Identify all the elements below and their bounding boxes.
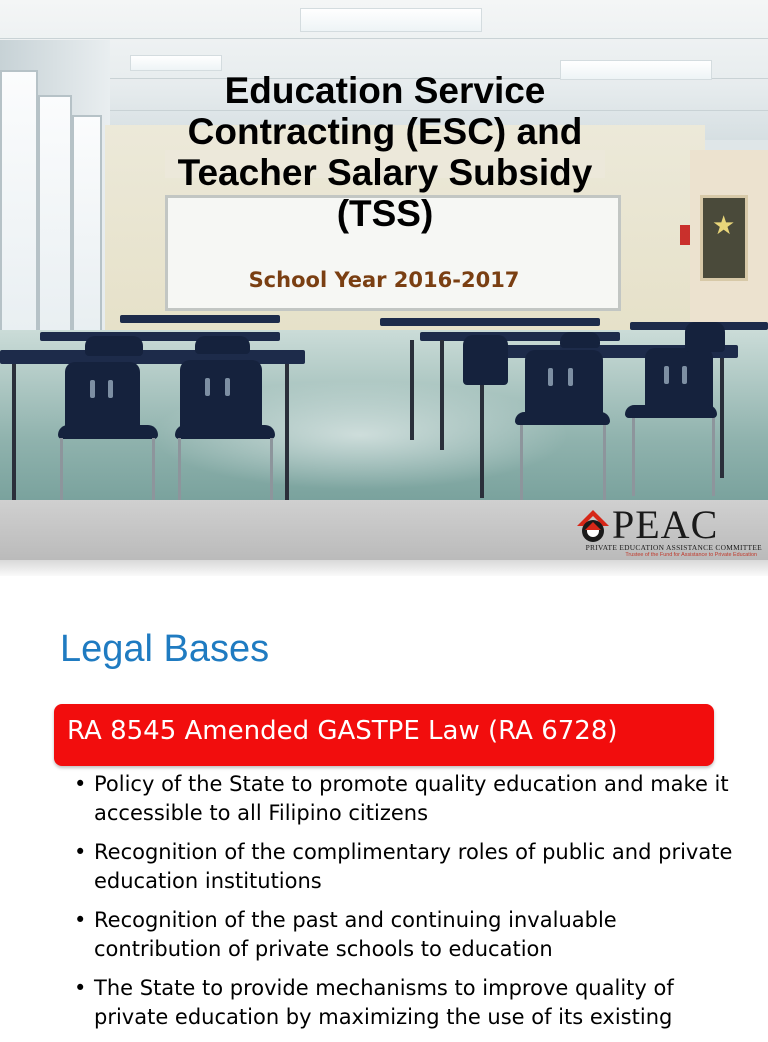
slide-subtitle: School Year 2016-2017	[248, 268, 520, 292]
bullet-item: • The State to provide mechanisms to improve quality of private education by maximizing the use of its existing	[74, 974, 734, 1032]
law-banner-text: RA 8545 Amended GASTPE Law (RA 6728)	[67, 716, 618, 746]
title-line: (TSS)	[336, 193, 434, 234]
peac-logo	[572, 502, 762, 560]
bullet-list	[74, 770, 734, 1042]
logo-tagline: Trustee of the Fund for Assistance to Private Education	[625, 552, 757, 558]
peac-house-icon	[575, 508, 611, 544]
bullet-item: • Recognition of the complimentary roles of public and private education institutions	[74, 838, 734, 896]
title-slide: ★ Education Service Contracting (ESC) and Teacher Salary Subsidy (TSS) School Year 2016-2017 PEAC PRIVATE EDUCATION ASSISTANCE COMMITTEE Trustee of the Fund for Assistance to Private Education	[0, 0, 768, 576]
logo-name: PEAC	[612, 502, 719, 547]
slide-title	[95, 70, 675, 234]
section-heading: Legal Bases	[60, 628, 270, 670]
title-line: Education Service	[224, 70, 546, 111]
title-line: Teacher Salary Subsidy	[177, 152, 593, 193]
logo-subtitle: PRIVATE EDUCATION ASSISTANCE COMMITTEE	[585, 543, 762, 552]
title-line: Contracting (ESC) and	[187, 111, 583, 152]
bullet-item: • Policy of the State to promote quality education and make it accessible to all Filipino citizens	[74, 770, 734, 828]
law-banner	[54, 704, 714, 766]
bullet-item: • Recognition of the past and continuing invaluable contribution of private schools to education	[74, 906, 734, 964]
